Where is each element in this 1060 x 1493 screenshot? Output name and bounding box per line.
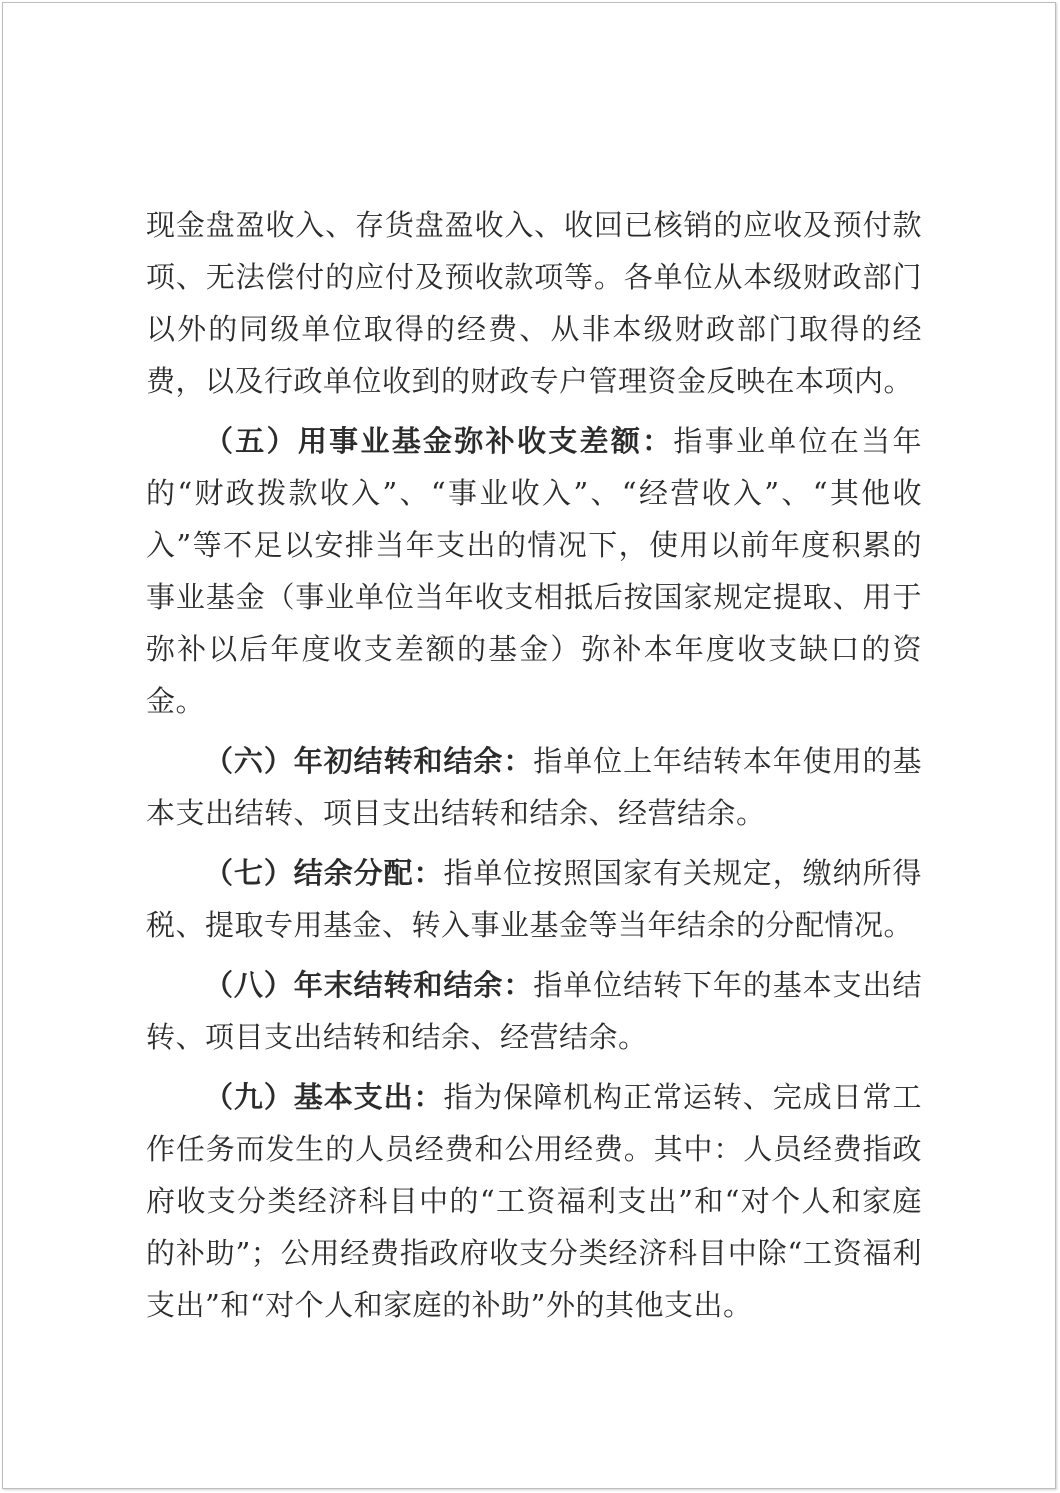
paragraph-item-6 [146, 735, 922, 839]
paragraph-text: 指为保障机构正常运转、完成日常工作任务而发生的人员经费和公用经费。其中：人员经费指政府收支分类经济科目中的“工资福利支出”和“对个人和家庭的补助”；公用经费指政府收支分类经济科目中除“工资福利支出”和“对个人和家庭的补助”外的其他支出。 [146, 1080, 922, 1322]
document-page [2, 2, 1056, 1489]
paragraph-text: 指单位按照国家有关规定，缴纳所得税、提取专用基金、转入事业基金等当年结余的分配情况。 [146, 856, 922, 942]
paragraph-term: （七）结余分配： [204, 856, 444, 890]
paragraph-item-8 [146, 959, 922, 1063]
paragraph-text: 指单位上年结转本年使用的基本支出结转、项目支出结转和结余、经营结余。 [146, 744, 922, 830]
paragraph-term: （八）年末结转和结余： [204, 968, 534, 1002]
paragraph-item-9 [146, 1071, 922, 1331]
paragraph-continuation [146, 199, 922, 407]
paragraph-text: 现金盘盈收入、存货盘盈收入、收回已核销的应收及预付款项、无法偿付的应付及预收款项等。各单位从本级财政部门以外的同级单位取得的经费、从非本级财政部门取得的经费，以及行政单位收到的财政专户管理资金反映在本项内。 [146, 208, 922, 398]
paragraph-term: （九）基本支出： [204, 1080, 444, 1114]
paragraph-text: 指事业单位在当年的“财政拨款收入”、“事业收入”、“经营收入”、“其他收入”等不足以安排当年支出的情况下，使用以前年度积累的事业基金（事业单位当年收支相抵后按国家规定提取、用于弥补以后年度收支差额的基金）弥补本年度收支缺口的资金。 [146, 424, 922, 718]
paragraph-text: 指单位结转下年的基本支出结转、项目支出结转和结余、经营结余。 [146, 968, 922, 1054]
paragraph-item-7 [146, 847, 922, 951]
paragraph-item-5 [146, 415, 922, 727]
document-body [146, 199, 922, 1339]
paragraph-term: （五）用事业基金弥补收支差额： [204, 424, 674, 458]
paragraph-term: （六）年初结转和结余： [204, 744, 534, 778]
